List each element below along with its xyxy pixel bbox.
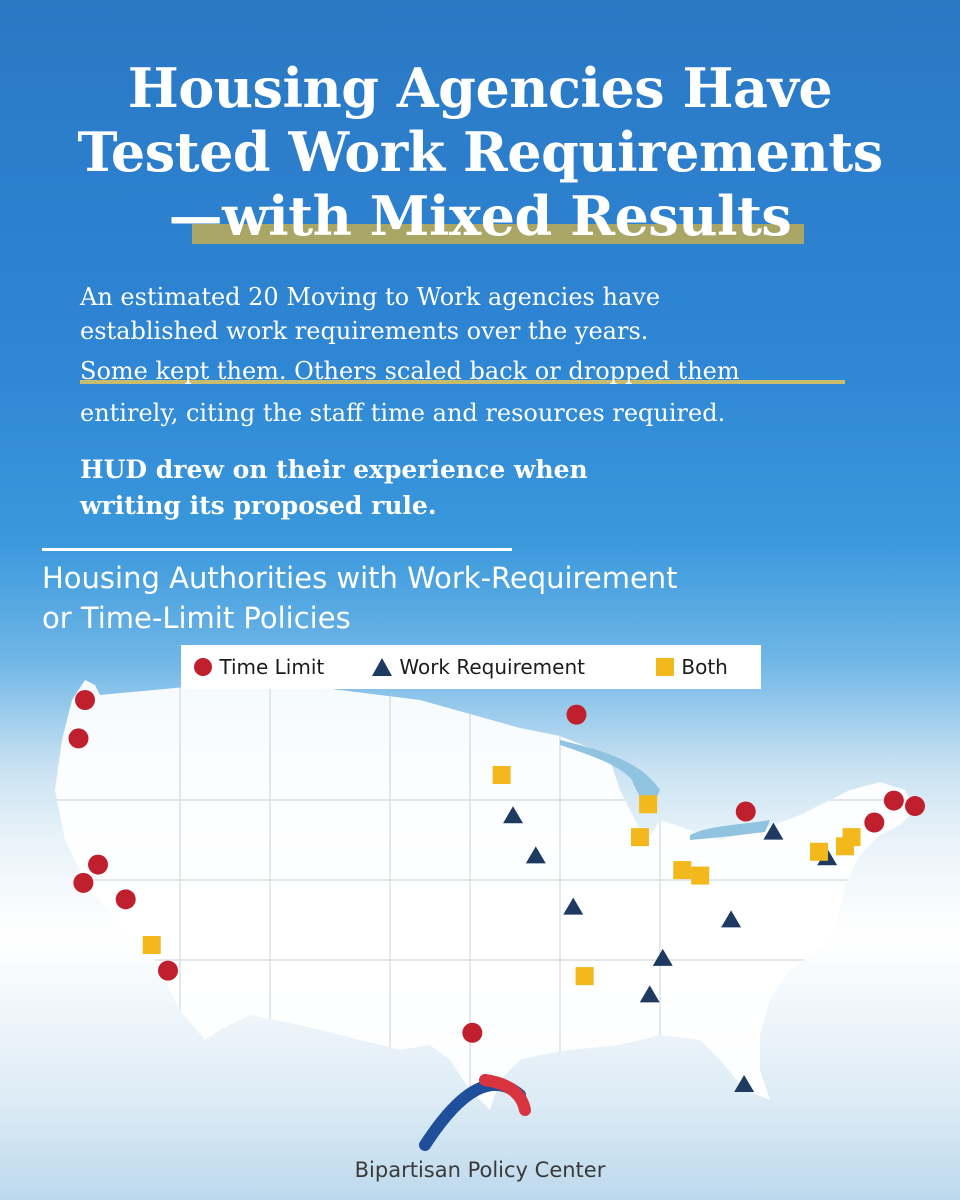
bpc-logo-blue-arc (425, 1085, 520, 1145)
marker-time-limit (73, 873, 93, 893)
legend-item-work-requirement (371, 645, 585, 689)
square-icon (655, 657, 675, 677)
emphasis-line-1: HUD drew on their experience when (80, 455, 588, 484)
marker-both (810, 843, 828, 861)
section-divider (42, 548, 512, 551)
map-legend (181, 645, 761, 689)
headline-line-3-text: —with Mixed Results (168, 184, 792, 248)
legend-item-both (655, 645, 728, 689)
legend-label-both: Both (681, 655, 728, 679)
circle-icon (193, 657, 213, 677)
marker-time-limit (68, 728, 88, 748)
legend-label-time-limit: Time Limit (219, 655, 325, 679)
marker-time-limit (116, 889, 136, 909)
marker-both (576, 967, 594, 985)
marker-time-limit (158, 961, 178, 981)
headline-line-1: Housing Agencies Have (127, 56, 833, 120)
marker-time-limit (75, 690, 95, 710)
emphasis-line-2: writing its proposed rule. (80, 491, 437, 520)
us-map (0, 640, 960, 1160)
marker-time-limit (88, 855, 108, 875)
marker-time-limit (736, 802, 756, 822)
legend-item-time-limit (193, 645, 324, 689)
triangle-icon (371, 657, 393, 677)
body-line-3: Some kept them. Others scaled back or dropped them (80, 357, 740, 385)
footer-org-name: Bipartisan Policy Center (354, 1158, 606, 1182)
marker-time-limit (462, 1023, 482, 1043)
land-mass (55, 680, 915, 1110)
map-title-line-2: or Time-Limit Policies (42, 601, 351, 635)
marker-time-limit (566, 705, 586, 725)
marker-both (631, 828, 649, 846)
body-line-4: entirely, citing the staff time and resources required. (80, 399, 726, 427)
marker-time-limit (905, 796, 925, 816)
marker-time-limit (864, 813, 884, 833)
body-line-2: established work requirements over the years. (80, 317, 649, 345)
marker-both (673, 861, 691, 879)
marker-time-limit (884, 791, 904, 811)
headline-line-2: Tested Work Requirements (77, 120, 883, 184)
headline-line-3 (0, 184, 960, 248)
map-title-line-1: Housing Authorities with Work-Requirement (42, 561, 678, 595)
marker-both (639, 795, 657, 813)
marker-both (493, 766, 511, 784)
marker-both (143, 936, 161, 954)
marker-both (691, 867, 709, 885)
legend-label-work-requirement: Work Requirement (399, 655, 585, 679)
body-line-1: An estimated 20 Moving to Work agencies have (80, 283, 661, 311)
marker-both (843, 828, 861, 846)
